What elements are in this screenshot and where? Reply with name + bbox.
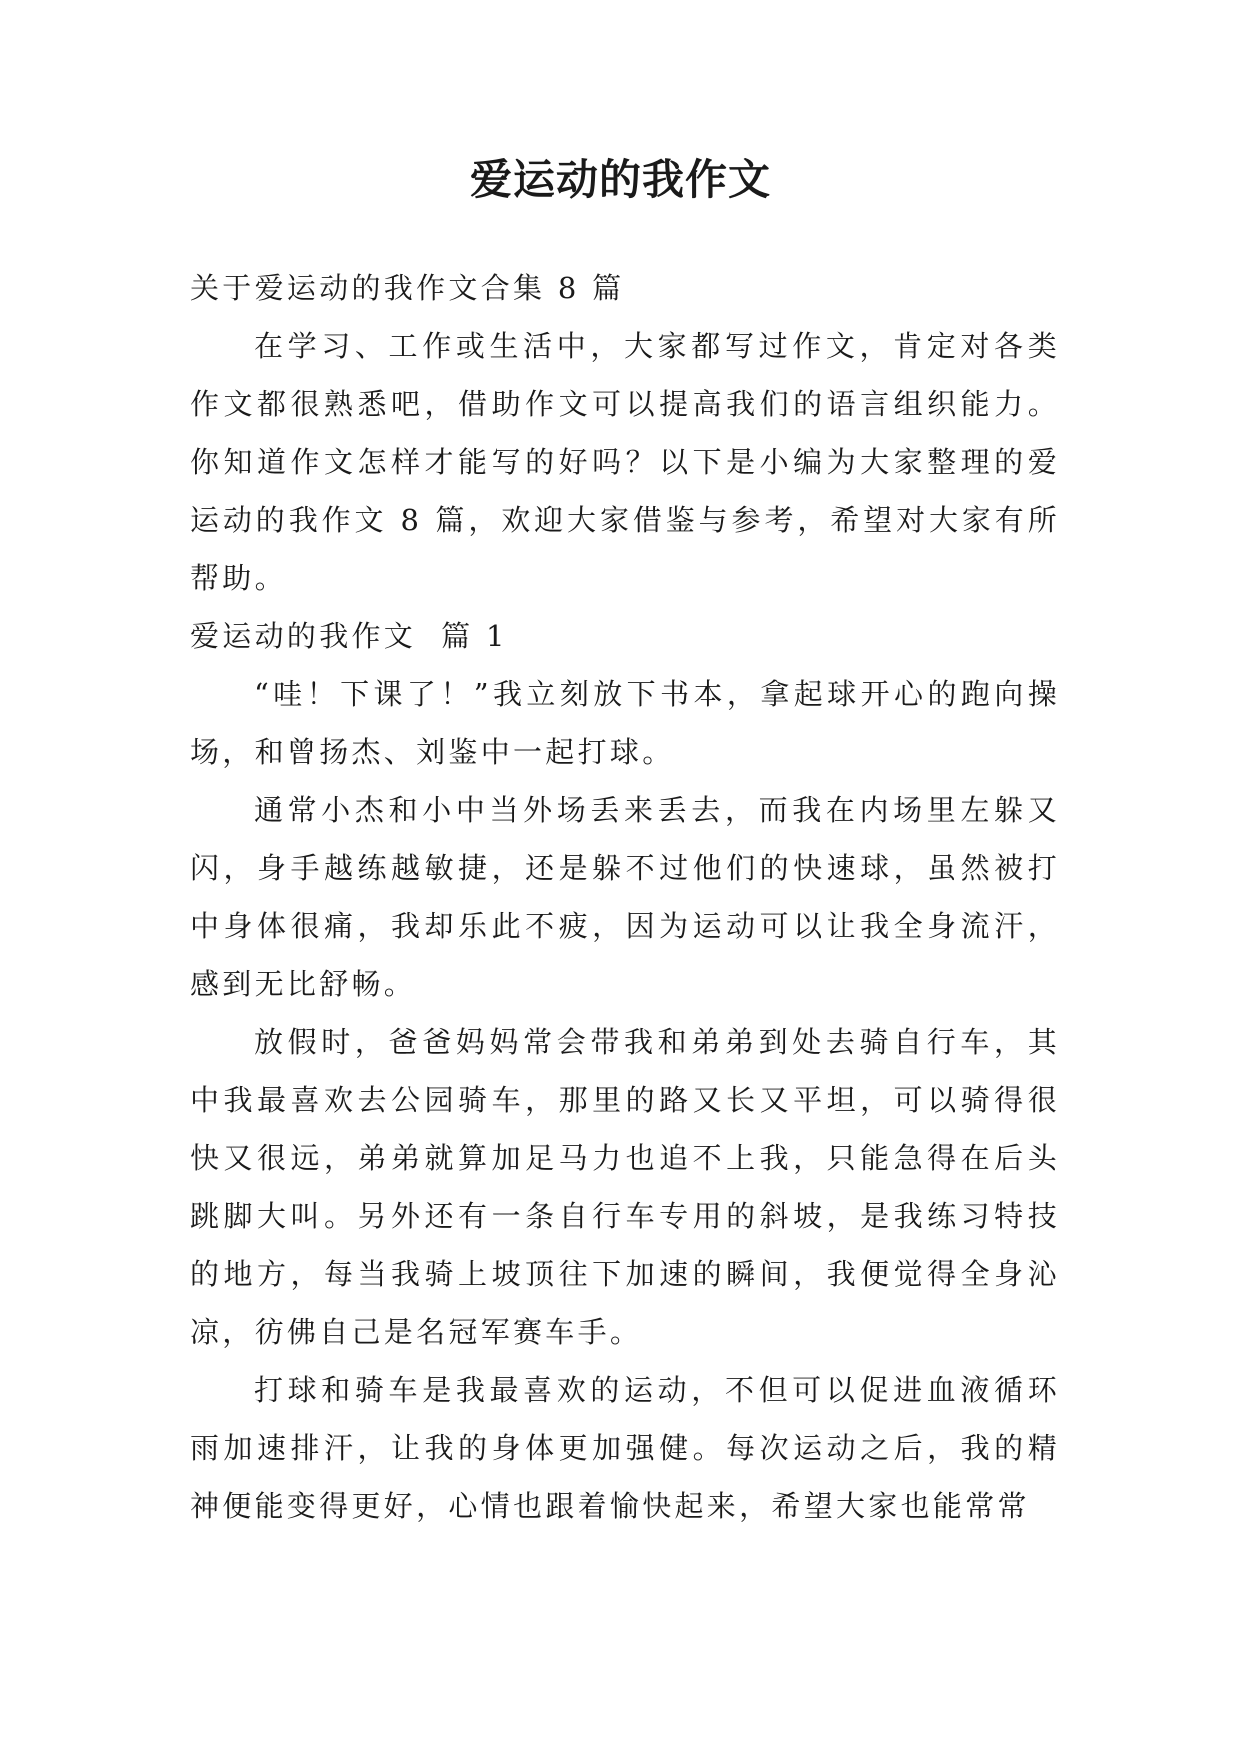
intro-paragraph: 在学习、工作或生活中，大家都写过作文，肯定对各类作文都很熟悉吧，借助作文可以提高我们的语言组织能力。你知道作文怎样才能写的好吗？以下是小编为大家整理的爱运动的我作文 8 篇，欢迎大家借鉴与参考，希望对大家有所帮助。 bbox=[190, 329, 1060, 595]
body-paragraph: 通常小杰和小中当外场丢来丢去，而我在内场里左躲又闪，身手越练越敏捷，还是躲不过他们的快速球，虽然被打中身体很痛，我却乐此不疲，因为运动可以让我全身流汗，感到无比舒畅。 bbox=[190, 793, 1060, 1001]
document-body bbox=[190, 259, 1060, 1535]
body-paragraph: “哇！下课了！”我立刻放下书本，拿起球开心的跑向操场，和曾扬杰、刘鉴中一起打球。 bbox=[190, 677, 1060, 769]
body-paragraph: 放假时，爸爸妈妈常会带我和弟弟到处去骑自行车，其中我最喜欢去公园骑车，那里的路又长又平坦，可以骑得很快又很远，弟弟就算加足马力也追不上我，只能急得在后头跳脚大叫。另外还有一条自行车专用的斜坡，是我练习特技的地方，每当我骑上坡顶往下加速的瞬间，我便觉得全身沁凉，彷佛自己是名冠军赛车手。 bbox=[190, 1025, 1060, 1349]
collection-subtitle: 关于爱运动的我作文合集 8 篇 bbox=[190, 271, 625, 305]
document-title: 爱运动的我作文 bbox=[469, 155, 771, 204]
section-heading: 爱运动的我作文 篇 1 bbox=[190, 619, 508, 653]
body-paragraph: 打球和骑车是我最喜欢的运动，不但可以促进血液循环雨加速排汗，让我的身体更加强健。每次运动之后，我的精神便能变得更好，心情也跟着愉快起来，希望大家也能常常 bbox=[190, 1373, 1060, 1523]
